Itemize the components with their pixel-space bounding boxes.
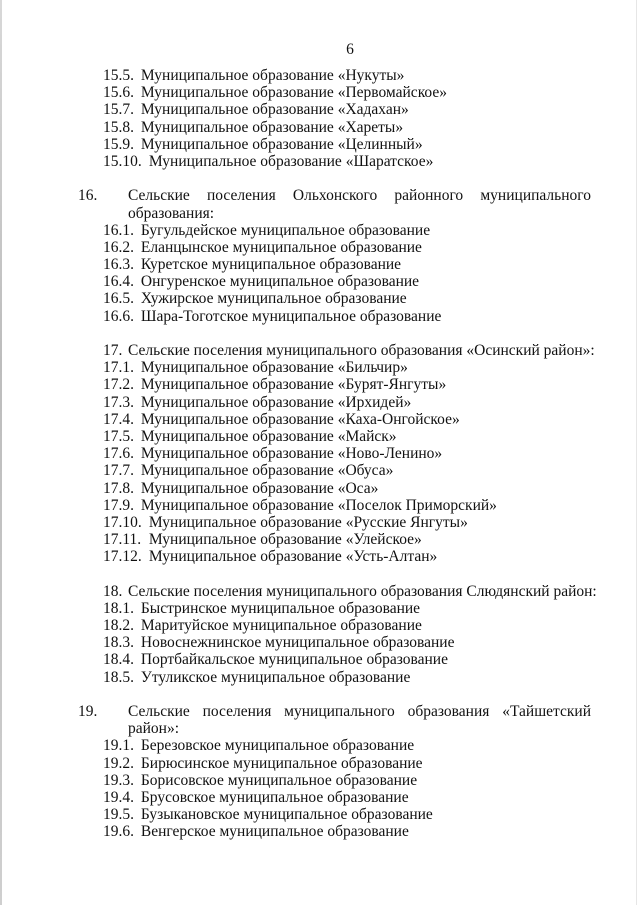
section-heading	[78, 702, 591, 738]
scan-edge-right	[636, 0, 637, 905]
section-title: Сельские поселения Ольхонского районного муниципального образования:	[128, 187, 591, 222]
item-number: 16.1.	[103, 221, 134, 239]
list-item	[103, 600, 591, 617]
item-number: 16.4.	[103, 273, 134, 291]
list-item	[103, 256, 591, 273]
item-text: Онгуренское муниципальное образование	[140, 273, 420, 291]
list-item	[103, 411, 591, 428]
list-item	[103, 84, 591, 101]
section-number: 17.	[103, 342, 123, 360]
item-text: Муниципальное образование «Обуса»	[140, 462, 394, 480]
item-number: 19.6.	[103, 823, 134, 841]
item-text: Портбайкальское муниципальное образование	[140, 651, 448, 669]
section-gap	[103, 686, 591, 703]
list-item	[103, 480, 591, 497]
item-text: Муниципальное образование «Нукуты»	[140, 67, 405, 84]
section-heading	[78, 187, 591, 222]
item-text: Муниципальное образование «Улейское»	[148, 531, 422, 549]
section-19	[78, 702, 591, 841]
item-number: 17.7.	[103, 462, 134, 480]
section-heading	[103, 342, 595, 360]
list-item	[103, 119, 591, 136]
item-text: Муниципальное образование «Оса»	[140, 479, 379, 497]
item-text: Новоснежнинское муниципальное образование	[140, 634, 455, 652]
list-item	[103, 669, 591, 686]
section-heading	[103, 582, 597, 600]
item-number: 17.4.	[103, 410, 134, 428]
item-number: 15.8.	[103, 118, 134, 136]
item-text: Куретское муниципальное образование	[140, 256, 402, 274]
section-16	[78, 187, 591, 325]
section-number: 16.	[78, 187, 98, 205]
item-number: 16.2.	[103, 238, 134, 256]
item-number: 16.3.	[103, 256, 134, 274]
list-item	[103, 376, 591, 393]
item-number: 18.2.	[103, 617, 134, 635]
item-number: 17.11.	[103, 531, 142, 549]
list-item	[103, 462, 591, 479]
item-text: Муниципальное образование «Шаратское»	[148, 152, 434, 170]
list-item	[103, 497, 591, 514]
item-number: 17.2.	[103, 376, 134, 394]
item-number: 18.4.	[103, 651, 134, 669]
item-text: Березовское муниципальное образование	[140, 737, 415, 755]
list-item	[103, 445, 591, 462]
item-number: 17.3.	[103, 393, 134, 411]
section-number: 18.	[103, 582, 123, 600]
item-number: 16.6.	[103, 307, 134, 325]
item-text: Муниципальное образование «Майск»	[140, 427, 397, 445]
item-text: Бирюсинское муниципальное образование	[140, 754, 423, 772]
list-item	[103, 290, 591, 307]
list-item	[103, 308, 591, 325]
list-item	[103, 617, 591, 634]
list-item	[103, 531, 591, 548]
list-item	[103, 153, 591, 170]
item-number: 17.12.	[103, 548, 142, 566]
list-15	[103, 67, 591, 170]
list-item	[103, 428, 591, 445]
list-item	[103, 789, 591, 806]
item-text: Муниципальное образование «Первомайское»	[140, 84, 447, 102]
list-item	[103, 823, 591, 840]
item-number: 16.5.	[103, 290, 134, 308]
item-number: 18.5.	[103, 668, 134, 686]
list-item	[103, 806, 591, 823]
item-text: Хужирское муниципальное образование	[140, 290, 407, 308]
item-text: Бугульдейское муниципальное образование	[140, 221, 431, 239]
item-text: Шара-Тоготское муниципальное образование	[140, 307, 442, 325]
list-item	[103, 222, 591, 239]
list-item	[103, 136, 591, 153]
item-text: Бузыкановское муниципальное образование	[140, 806, 433, 824]
list-item	[103, 101, 591, 118]
item-number: 17.1.	[103, 359, 134, 377]
item-text: Муниципальное образование «Целинный»	[140, 135, 423, 153]
section-gap	[103, 325, 591, 342]
item-text: Муниципальное образование «Каха-Онгойское»	[140, 410, 460, 428]
item-text: Муниципальное образование «Поселок Приморский»	[140, 496, 497, 514]
document-body	[78, 67, 597, 841]
page-number: 6	[346, 41, 354, 58]
section-number: 19.	[78, 702, 98, 720]
item-number: 19.4.	[103, 788, 134, 806]
item-number: 15.10.	[103, 152, 142, 170]
section-18	[103, 582, 597, 686]
item-number: 15.6.	[103, 84, 134, 102]
item-number: 19.5.	[103, 806, 134, 824]
list-item	[103, 67, 591, 84]
scan-edge-left	[0, 0, 2, 905]
item-text: Маритуйское муниципальное образование	[140, 617, 422, 635]
section-gap	[103, 565, 591, 582]
section-17	[103, 342, 595, 566]
section-title: Сельские поселения муниципального образования «Осинский район»:	[128, 342, 595, 360]
item-number: 17.10.	[103, 513, 142, 531]
item-number: 15.9.	[103, 135, 134, 153]
list-item	[103, 273, 591, 290]
item-text: Муниципальное образование «Усть-Алтан»	[148, 548, 438, 566]
item-text: Муниципальное образование «Ирхидей»	[140, 393, 412, 411]
item-text: Муниципальное образование «Хадахан»	[140, 101, 409, 119]
item-number: 15.5.	[103, 67, 134, 84]
list-item	[103, 359, 591, 376]
item-number: 17.6.	[103, 445, 134, 463]
item-text: Брусовское муниципальное образование	[140, 788, 409, 806]
item-text: Венгерское муниципальное образование	[140, 823, 409, 841]
item-text: Быстринское муниципальное образование	[140, 599, 421, 617]
item-number: 18.1.	[103, 599, 134, 617]
list-item	[103, 772, 591, 789]
item-number: 17.5.	[103, 427, 134, 445]
item-text: Муниципальное образование «Бильчир»	[140, 359, 408, 377]
section-title: Сельские поселения муниципального образования Слюдянский район:	[128, 582, 597, 600]
list-item	[103, 651, 591, 668]
item-number: 17.9.	[103, 496, 134, 514]
item-text: Борисовское муниципальное образование	[140, 771, 418, 789]
section-gap	[103, 170, 591, 187]
item-text: Муниципальное образование «Хареты»	[140, 118, 404, 136]
section-title: Сельские поселения муниципального образования «Тайшетский район»:	[128, 702, 591, 738]
item-text: Муниципальное образование «Русские Янгуты»	[148, 513, 468, 531]
item-text: Утуликское муниципальное образование	[140, 668, 411, 686]
list-item	[103, 737, 591, 754]
item-number: 15.7.	[103, 101, 134, 119]
list-item	[103, 755, 591, 772]
item-number: 18.3.	[103, 634, 134, 652]
item-text: Еланцынское муниципальное образование	[140, 238, 422, 256]
item-number: 19.3.	[103, 771, 134, 789]
list-item	[103, 394, 591, 411]
item-number: 17.8.	[103, 479, 134, 497]
list-item	[103, 548, 591, 565]
list-item	[103, 634, 591, 651]
item-text: Муниципальное образование «Ново-Ленино»	[140, 445, 443, 463]
list-item	[103, 514, 591, 531]
item-number: 19.1.	[103, 737, 134, 755]
list-item	[103, 239, 591, 256]
item-number: 19.2.	[103, 754, 134, 772]
item-text: Муниципальное образование «Бурят-Янгуты»	[140, 376, 447, 394]
